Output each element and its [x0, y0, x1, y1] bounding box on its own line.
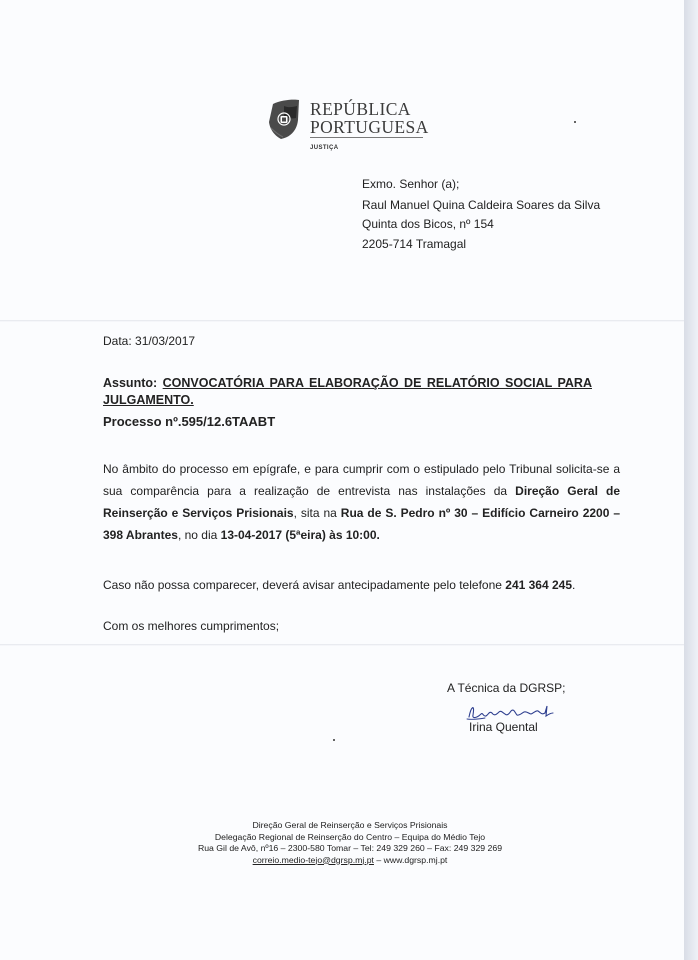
subject-line-1: [103, 375, 592, 392]
brand-line-1: REPÚBLICA: [310, 99, 411, 119]
brand-line-2: PORTUGUESA: [310, 117, 429, 137]
subject-block: [103, 375, 603, 409]
footer-line-4: [170, 855, 530, 867]
subject-title: CONVOCATÓRIA PARA ELABORAÇÃO DE RELATÓRIO SOCIAL PARA: [162, 376, 592, 390]
interview-address: Rua de S. Pedro nº 30 – Edifício Carneiro 2200 – 398 Abrantes: [103, 506, 621, 542]
contact-period: .: [572, 578, 576, 592]
body-text-3: , no dia: [177, 528, 221, 542]
contact-sentence: [103, 578, 575, 592]
logo-divider: [310, 137, 423, 138]
page-edge-shadow: [684, 0, 698, 960]
footer-line-3: Rua Gil de Avô, nº16 – 2300-580 Tomar – Tel: 249 329 260 – Fax: 249 329 269: [197, 843, 503, 853]
date-line: Data: 31/03/2017: [103, 334, 196, 348]
closing-line: Com os melhores cumprimentos;: [103, 619, 280, 633]
organization-name: Direção Geral de Reinserção e Serviços Prisionais: [103, 484, 620, 520]
recipient-postal: 2205-714 Tramagal: [362, 237, 467, 251]
speck: [333, 739, 335, 741]
signatory-name: Irina Quental: [469, 720, 538, 734]
subject-title-cont: JULGAMENTO.: [103, 393, 194, 407]
footer-website[interactable]: www.dgrsp.mj.pt: [383, 854, 448, 865]
speck: [574, 121, 576, 123]
subject-label: Assunto:: [103, 376, 158, 390]
body-paragraph: [103, 458, 620, 546]
brand-name: [310, 100, 429, 136]
interview-datetime: 13-04-2017 (5ªeira) às 10:00.: [220, 528, 380, 542]
fold-line-lower: [0, 644, 686, 646]
recipient-salutation: Exmo. Senhor (a);: [362, 177, 460, 191]
footer-separator: –: [373, 854, 384, 865]
body-text-1: No âmbito do processo em epígrafe, e para cumprir com o estipulado pelo Tribunal solicita-se a sua comparência para a realização de entrevista nas instalações da: [103, 462, 620, 498]
recipient-street: Quinta dos Bicos, nº 154: [362, 217, 494, 231]
recipient-name: Raul Manuel Quina Caldeira Soares da Silva: [362, 198, 601, 212]
signatory-role: A Técnica da DGRSP;: [447, 681, 566, 695]
contact-text: Caso não possa comparecer, deverá avisar antecipadamente pelo telefone: [103, 578, 506, 592]
footer-line-2: Delegação Regional de Reinserção do Centro – Equipa do Médio Tejo: [214, 831, 486, 842]
footer-line-1: Direção Geral de Reinserção e Serviços Prisionais: [252, 820, 448, 830]
ministry-label: JUSTIÇA: [310, 145, 339, 151]
letter-footer: [170, 820, 530, 866]
coat-of-arms-icon: [267, 98, 301, 140]
body-text-2: , sita na: [293, 506, 341, 520]
footer-email-link[interactable]: correio.medio-tejo@dgrsp.mj.pt: [252, 854, 374, 865]
process-number: Processo nº.595/12.6TAABT: [103, 414, 276, 429]
contact-phone: 241 364 245: [505, 578, 572, 592]
fold-line-upper: [0, 320, 686, 322]
